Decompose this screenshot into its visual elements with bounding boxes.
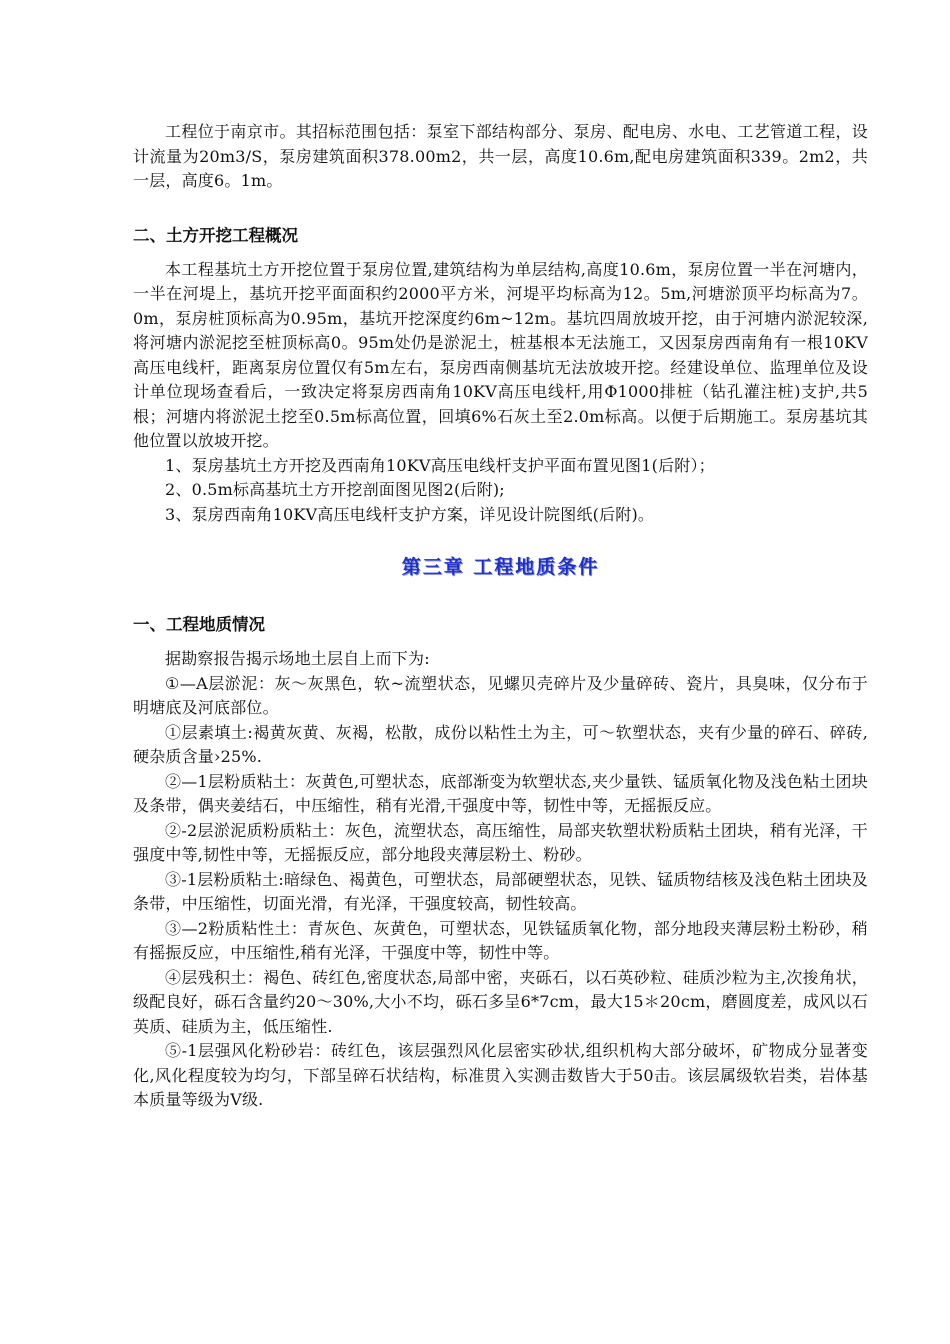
soil-layer-item: ②-2层淤泥质粉质粘土：灰色，流塑状态，高压缩性，局部夹软塑状粉质粘土团块，稍有光泽，干强度中等,韧性中等，无摇振反应，部分地段夹薄层粉土、粉砂。	[133, 820, 868, 864]
soil-layer-item: ①—A层淤泥：灰～灰黑色，软~流塑状态，见螺贝壳碎片及少量碎砖、瓷片，具臭味，仅分布于明塘底及河底部位。	[133, 673, 868, 717]
earthwork-description-paragraph: 本工程基坑土方开挖位置于泵房位置,建筑结构为单层结构,高度10.6m，泵房位置一半在河塘内，一半在河堤上，基坑开挖平面面积约2000平方米，河堤平均标高为12。5m,河塘淤顶平均标高为7。0m，泵房桩顶标高为0.95m，基坑开挖深度约6m~12m。基坑四周放坡开挖，由于河塘内淤泥较深,将河塘内淤泥挖至桩顶标高0。95m处仍是淤泥土，桩基根本无法施工，又因泵房西南角有一根10KV高压电线杆，距离泵房位置仅有5m左右，泵房西南侧基坑无法放坡开挖。经建设单位、监理单位及设计单位现场查看后，一致决定将泵房西南角10KV高压电线杆,用Φ1000排桩（钻孔灌注桩)支护,共5根；河塘内将淤泥土挖至0.5m标高位置，回填6%石灰土至2.0m标高。以便于后期施工。泵房基坑其他位置以放坡开挖。	[133, 259, 868, 450]
soil-layer-item: ③—2粉质粘性土：青灰色、灰黄色，可塑状态，见铁锰质氧化物，部分地段夹薄层粉土粉砂，稍有摇振反应，中压缩性,稍有光泽，干强度中等，韧性中等。	[133, 918, 868, 962]
soil-layer-item: ③-1层粉质粘土:暗绿色、褐黄色，可塑状态，局部硬塑状态，见铁、锰质物结核及浅色粘土团块及条带，中压缩性，切面光滑，有光泽，干强度较高，韧性较高。	[133, 869, 868, 913]
project-overview-paragraph: 工程位于南京市。其招标范围包括：泵室下部结构部分、泵房、配电房、水电、工艺管道工程，设计流量为20m3/S，泵房建筑面积378.00m2，共一层，高度10.6m,配电房建筑面积339。2m2，共一层，高度6。1m。	[133, 122, 868, 190]
soil-layer-item: ④层残积土：褐色、砖红色,密度状态,局部中密，夹砾石，以石英砂粒、硅质沙粒为主,次捘角状，级配良好，砾石含量约20～30%,大小不均，砾石多呈6*7cm，最大15＊20cm，磨圆度差，成风以石英质、硅质为主，低压缩性.	[133, 967, 868, 1036]
earthwork-item-1: 1、泵房基坑土方开挖及西南角10KV高压电线杆支护平面布置见图1(后附）；	[165, 455, 715, 475]
earthwork-item-3: 3、泵房西南角10KV高压电线杆支护方案，详见设计院图纸(后附)。	[165, 504, 655, 524]
geology-intro: 据勘察报告揭示场地土层自上而下为:	[165, 649, 430, 668]
document-body	[133, 120, 868, 1113]
earthwork-item-2: 2、0.5m标高基坑土方开挖剖面图见图2(后附);	[165, 480, 505, 499]
section-heading-earthwork: 二、土方开挖工程概况	[133, 225, 298, 245]
chapter-title: 第三章 工程地质条件	[401, 556, 600, 578]
soil-layer-item: ②—1层粉质粘土：灰黄色,可塑状态，底部渐变为软塑状态,夹少量铁、锰质氧化物及浅色粘土团块及条带，偶夹姜结石，中压缩性，稍有光滑,干强度中等，韧性中等，无摇振反应。	[133, 771, 868, 815]
soil-layer-item: ⑤-1层强风化粉砂岩：砖红色，该层强烈风化层密实砂状,组织机构大部分破坏，矿物成分显著变化,风化程度较为均匀，下部呈碎石状结构，标准贯入实测击数皆大于50击。该层属级软岩类，岩体基本质量等级为Ⅴ级.	[133, 1041, 868, 1109]
section-heading-geology: 一、工程地质情况	[133, 615, 265, 634]
soil-layer-item: ①层素填土:褐黄灰黄、灰褐，松散，成份以粘性土为主，可～软塑状态，夹有少量的碎石、碎砖,硬杂质含量›25%.	[133, 722, 868, 766]
